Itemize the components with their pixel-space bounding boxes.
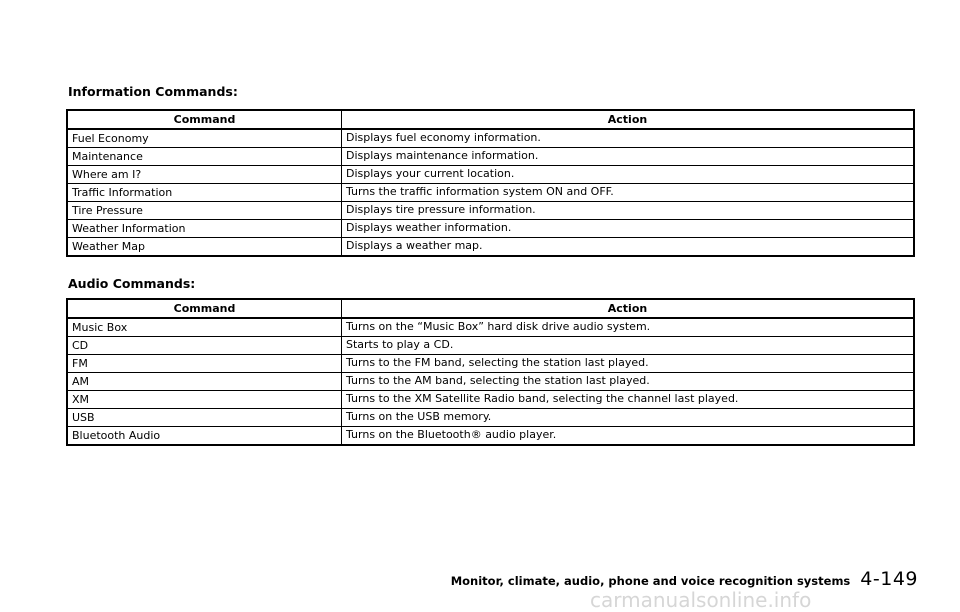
command-cell: USB: [67, 409, 342, 427]
action-cell: Displays your current location.: [342, 166, 915, 184]
command-cell: FM: [67, 355, 342, 373]
action-cell: Turns to the AM band, selecting the station last played.: [342, 373, 915, 391]
table-row: [67, 427, 914, 446]
footer-section-title: Monitor, climate, audio, phone and voice recognition systems: [450, 574, 851, 588]
table-row: [67, 318, 914, 337]
action-cell: Displays a weather map.: [342, 238, 915, 257]
action-cell: Turns to the XM Satellite Radio band, selecting the channel last played.: [342, 391, 915, 409]
command-cell: Where am I?: [67, 166, 342, 184]
command-cell: Traffic Information: [67, 184, 342, 202]
command-cell: XM: [67, 391, 342, 409]
table-row: [67, 337, 914, 355]
command-cell: Fuel Economy: [67, 129, 342, 148]
table-row: [67, 238, 914, 257]
table-row: [67, 391, 914, 409]
table-row: [67, 355, 914, 373]
action-cell: Displays fuel economy information.: [342, 129, 915, 148]
column-header-command: Command: [67, 299, 342, 318]
action-cell: Displays tire pressure information.: [342, 202, 915, 220]
table-row: [67, 129, 914, 148]
information-commands-heading: Information Commands:: [68, 84, 238, 99]
table-row: [67, 202, 914, 220]
action-cell: Turns the traffic information system ON and OFF.: [342, 184, 915, 202]
action-cell: Displays maintenance information.: [342, 148, 915, 166]
command-cell: AM: [67, 373, 342, 391]
action-cell: Turns to the FM band, selecting the station last played.: [342, 355, 915, 373]
table-row: [67, 166, 914, 184]
table-row: [67, 184, 914, 202]
action-cell: Turns on the USB memory.: [342, 409, 915, 427]
table-header-row: [67, 110, 914, 129]
table-header-row: [67, 299, 914, 318]
table-row: [67, 220, 914, 238]
command-cell: Bluetooth Audio: [67, 427, 342, 446]
column-header-command: Command: [67, 110, 342, 129]
column-header-action: Action: [342, 110, 915, 129]
action-cell: Turns on the “Music Box” hard disk drive audio system.: [342, 318, 915, 337]
command-cell: Weather Map: [67, 238, 342, 257]
command-cell: Maintenance: [67, 148, 342, 166]
table-row: [67, 373, 914, 391]
action-cell: Starts to play a CD.: [342, 337, 915, 355]
page-footer: [451, 568, 918, 590]
command-cell: CD: [67, 337, 342, 355]
command-cell: Weather Information: [67, 220, 342, 238]
table-row: [67, 409, 914, 427]
information-commands-table: [66, 109, 915, 257]
action-cell: Turns on the Bluetooth® audio player.: [342, 427, 915, 446]
audio-commands-table: [66, 298, 915, 446]
audio-commands-heading: Audio Commands:: [68, 276, 196, 291]
table-row: [67, 148, 914, 166]
column-header-action: Action: [342, 299, 915, 318]
command-cell: Music Box: [67, 318, 342, 337]
page-number: 4-149: [860, 568, 918, 590]
watermark: carmanualsonline.info: [590, 588, 812, 612]
command-cell: Tire Pressure: [67, 202, 342, 220]
action-cell: Displays weather information.: [342, 220, 915, 238]
